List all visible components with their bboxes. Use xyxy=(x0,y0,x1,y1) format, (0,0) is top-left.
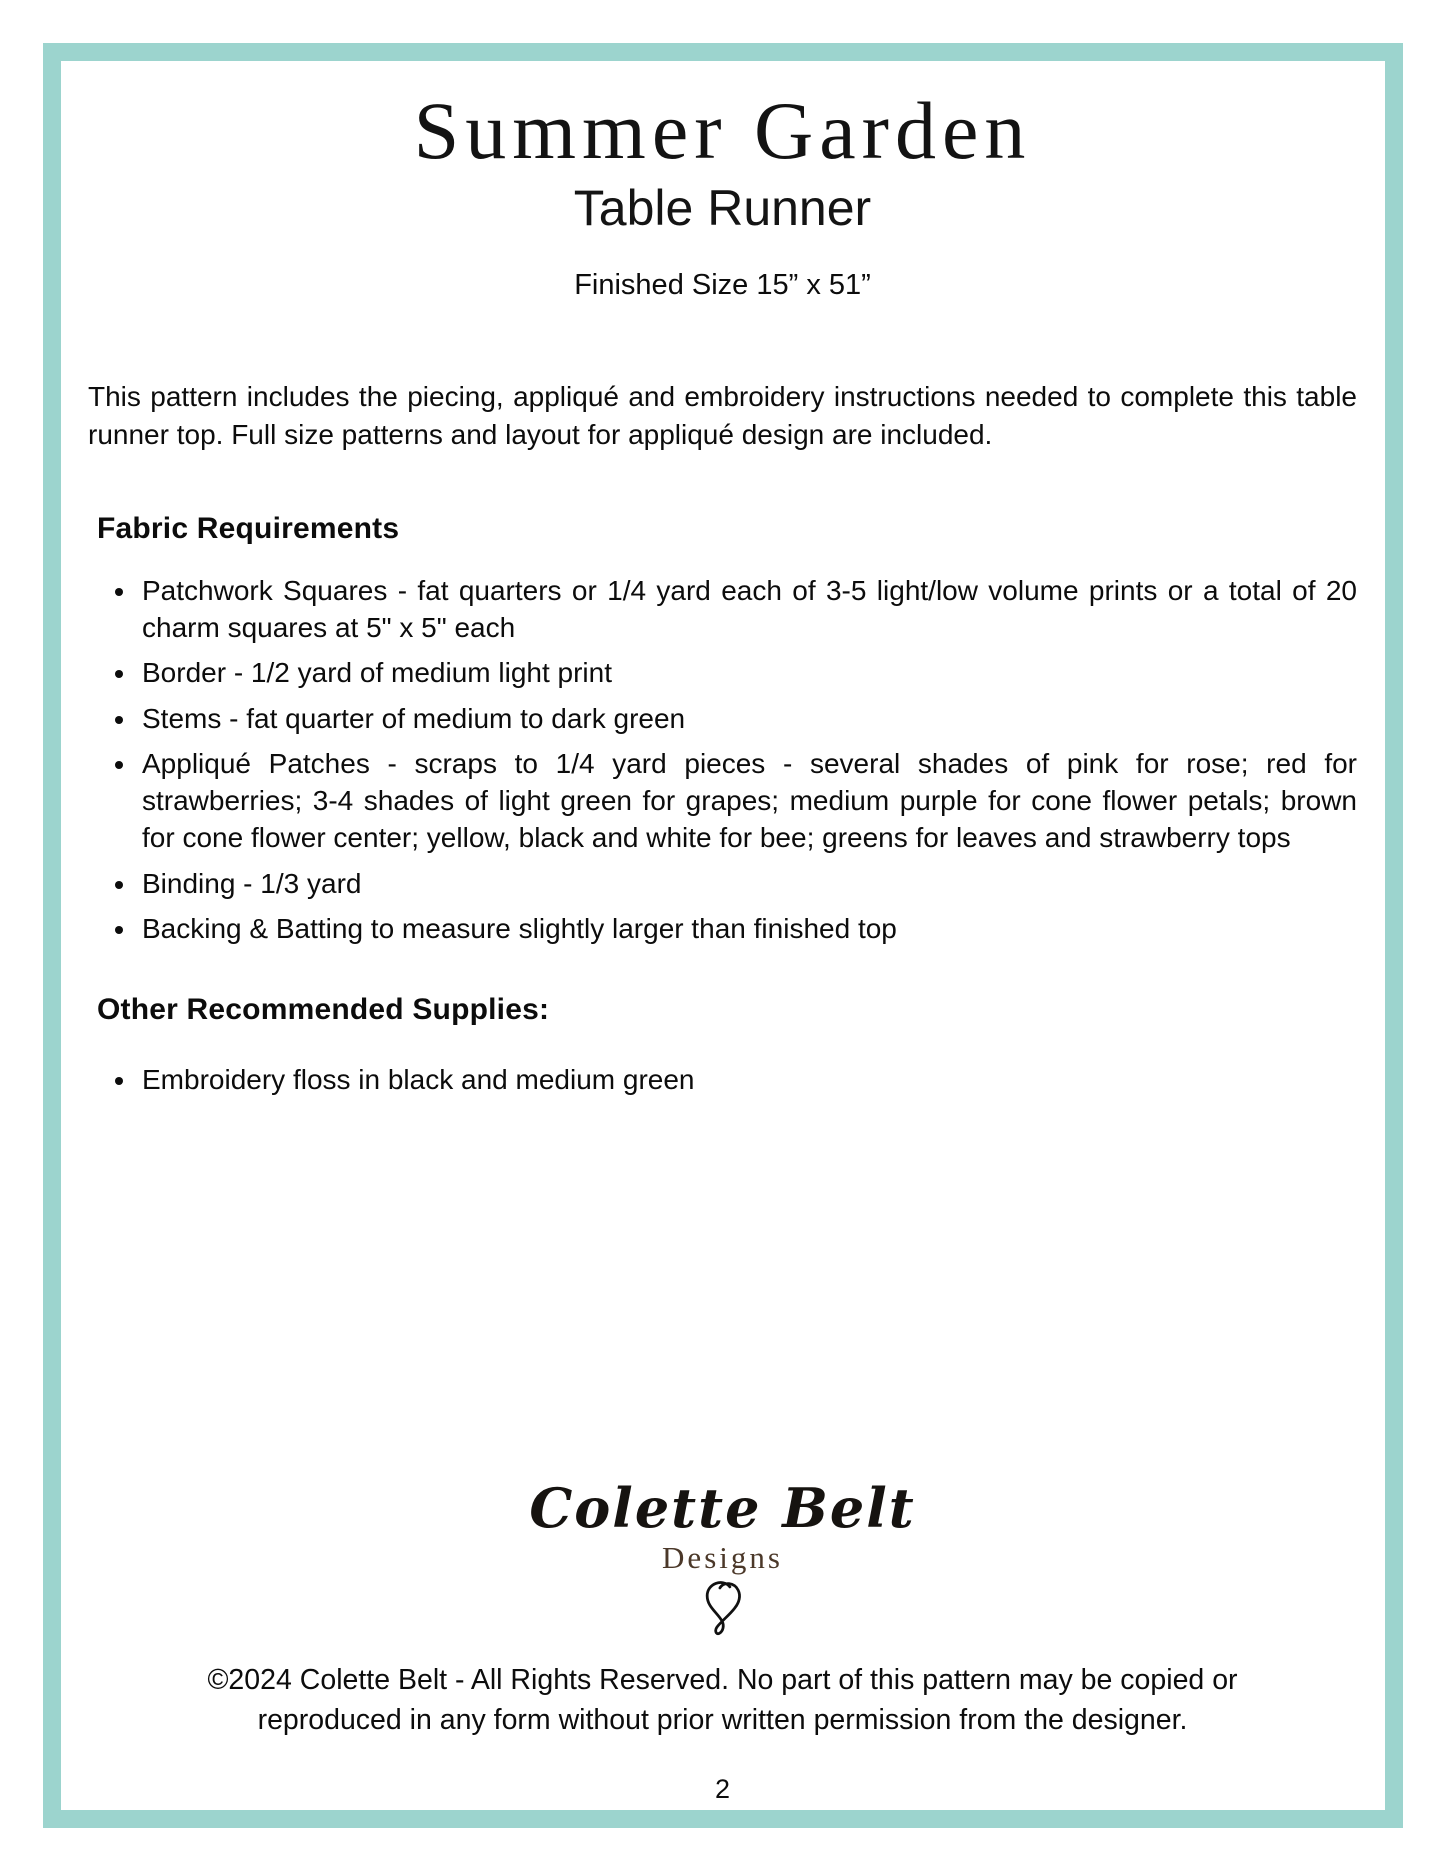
page-number: 2 xyxy=(714,1774,731,1804)
page-header xyxy=(88,61,1357,302)
designer-logo xyxy=(88,1476,1357,1645)
other-supplies-heading: Other Recommended Supplies: xyxy=(97,993,550,1027)
list-item-binding: • Binding - 1/3 yard xyxy=(138,865,1357,902)
intro-paragraph: This pattern includes the piecing, appliqué and embroidery instructions needed to complete this table runner top. Full size patterns and layout for appliqué design are included. xyxy=(88,380,1357,450)
list-item-backing-batting: • Backing & Batting to measure slightly larger than finished top xyxy=(138,910,1357,947)
list-item-border: • Border - 1/2 yard of medium light print xyxy=(138,654,1357,691)
list-item-stems: • Stems - fat quarter of medium to dark green xyxy=(138,700,1357,737)
other-supplies-list xyxy=(88,1061,1357,1098)
list-item-embroidery-floss: • Embroidery floss in black and medium green xyxy=(138,1061,1357,1098)
list-item-applique-patches: • Appliqué Patches - scraps to 1/4 yard pieces - several shades of pink for rose; red for strawberries; 3-4 shades of light green for grapes; medium purple for cone flower petals; brown for cone flower center; yellow, black and white for bee; greens for leaves and strawberry tops xyxy=(138,745,1357,857)
page-footer xyxy=(88,1476,1357,1805)
finished-size: Finished Size 15” x 51” xyxy=(574,268,871,301)
list-item-patchwork-squares: • Patchwork Squares - fat quarters or 1/4 yard each of 3-5 light/low volume prints or a total of 20 charm squares at 5" x 5" each xyxy=(138,572,1357,646)
page-subtitle: Table Runner xyxy=(573,179,872,236)
page-title: Summer Garden xyxy=(413,85,1032,176)
copyright-text: ©2024 Colette Belt - All Rights Reserved. No part of this pattern may be copied or reproduced in any form without prior written permission from the designer. xyxy=(207,1664,1238,1736)
fabric-requirements-heading: Fabric Requirements xyxy=(97,511,400,545)
designer-name: Colette Belt xyxy=(529,1476,916,1541)
designer-designs-label: Designs xyxy=(662,1540,783,1576)
page-content xyxy=(88,61,1357,1106)
heart-icon xyxy=(695,1578,750,1640)
fabric-requirements-list xyxy=(88,572,1357,947)
